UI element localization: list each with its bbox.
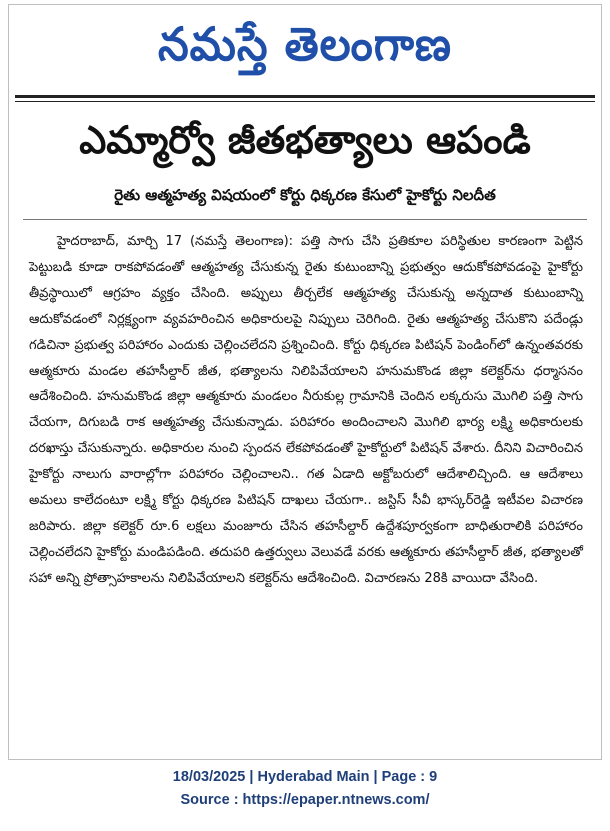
newspaper-clipping xyxy=(8,4,602,760)
article-body xyxy=(29,229,583,592)
source-link[interactable]: Source : https://epaper.ntnews.com/ xyxy=(180,792,430,808)
article-paragraph: హైదరాబాద్‌, మార్చి 17 (నమస్తే తెలంగాణ): పత్తి సాగు చేసి ప్రతికూల పరిస్థితుల కారణంగా పెట్టిన పెట్టుబడి కూడా రాకపోవడంతో ఆత్మహత్య చేసుకున్న రైతు కుటుంబాన్ని ప్రభుత్వం ఆదుకోకపోవడంపై హైకోర్టు తీవ్రస్థాయిలో ఆగ్రహం వ్యక్తం చేసింది. అప్పులు తీర్చలేక ఆత్మహత్య చేసుకున్న అన్నదాత కుటుంబాన్ని ఆదుకోవడంలో నిర్లక్ష్యంగా వ్యవహరించిన అధికారులపై నిప్పులు చెరిగింది. రైతు ఆత్మహత్య చేసుకొని పదేండ్లు గడిచినా ప్రభుత్వ పరిహారం ఎందుకు చెల్లించలేదని ప్రశ్నించింది. కోర్టు ధిక్కరణ పిటిషన్‌ పెండింగ్‌లో ఉన్నంతవరకు ఆత్మకూరు మండల తహసీల్దార్‌ జీత, భత్యాలను నిలిపివేయాలని హనుమకొండ జిల్లా కలెక్టర్‌ను ధర్మాసనం ఆదేశించింది. హనుమకొండ జిల్లా ఆత్మకూరు మండలం నీరుకుల్ల గ్రామానికి చెందిన లక్కరుసు మొగిలి పత్తి సాగు చేయగా, దిగుబడి రాక ఆత్మహత్య చేసుకున్నాడు. పరిహారం అందించాలని మొగిలి భార్య లక్ష్మి అధికారులకు దరఖాస్తు చేసుకున్నారు. అధికారుల నుంచి స్పందన లేకపోవడంతో హైకోర్టులో పిటిషన్‌ వేశారు. దీనిని విచారించిన హైకోర్టు నాలుగు వారాల్లోగా పరిహారం చెల్లించాలని.. గత ఏడాది అక్టోబరులో ఆదేశాలిచ్చింది. ఆ ఆదేశాలు అమలు కాలేదంటూ లక్ష్మి కోర్టు ధిక్కరణ పిటిషన్‌ దాఖలు చేయగా.. జస్టిస్‌ సీవీ భాస్కర్‌రెడ్డి ఇటీవల విచారణ జరిపారు. జిల్లా కలెక్టర్‌ రూ.6 లక్షలు మంజూరు చేసిన తహసీల్దార్‌ ఉద్దేశపూర్వకంగా బాధితురాలికి పరిహారం చెల్లించలేదని హైకోర్టు మండిపడింది. తదుపరి ఉత్తర్వులు వెలువడే వరకు ఆత్మకూరు తహసీల్దార్‌ జీత, భత్యాలతో సహా అన్ని ప్రోత్సాహకాలను నిలిపివేయాలని కలెక్టర్‌ను ఆదేశించింది. విచారణను 28కి వాయిదా వేసింది. xyxy=(29,234,583,586)
edition-info: 18/03/2025 | Hyderabad Main | Page : 9 xyxy=(172,769,438,785)
masthead-divider-thin xyxy=(15,101,595,102)
masthead-divider xyxy=(15,95,595,98)
newspaper-masthead: నమస్తే తెలంగాణ xyxy=(158,17,452,71)
subheadline-divider xyxy=(23,219,587,220)
article-subheadline: రైతు ఆత్మహత్య విషయంలో కోర్టు ధిక్కరణ కేసులో హైకోర్టు నిలదీత xyxy=(114,186,496,204)
article-headline: ఎమ్మార్వో జీతభత్యాలు ఆపండి xyxy=(79,118,531,162)
clipping-footer xyxy=(0,766,610,812)
